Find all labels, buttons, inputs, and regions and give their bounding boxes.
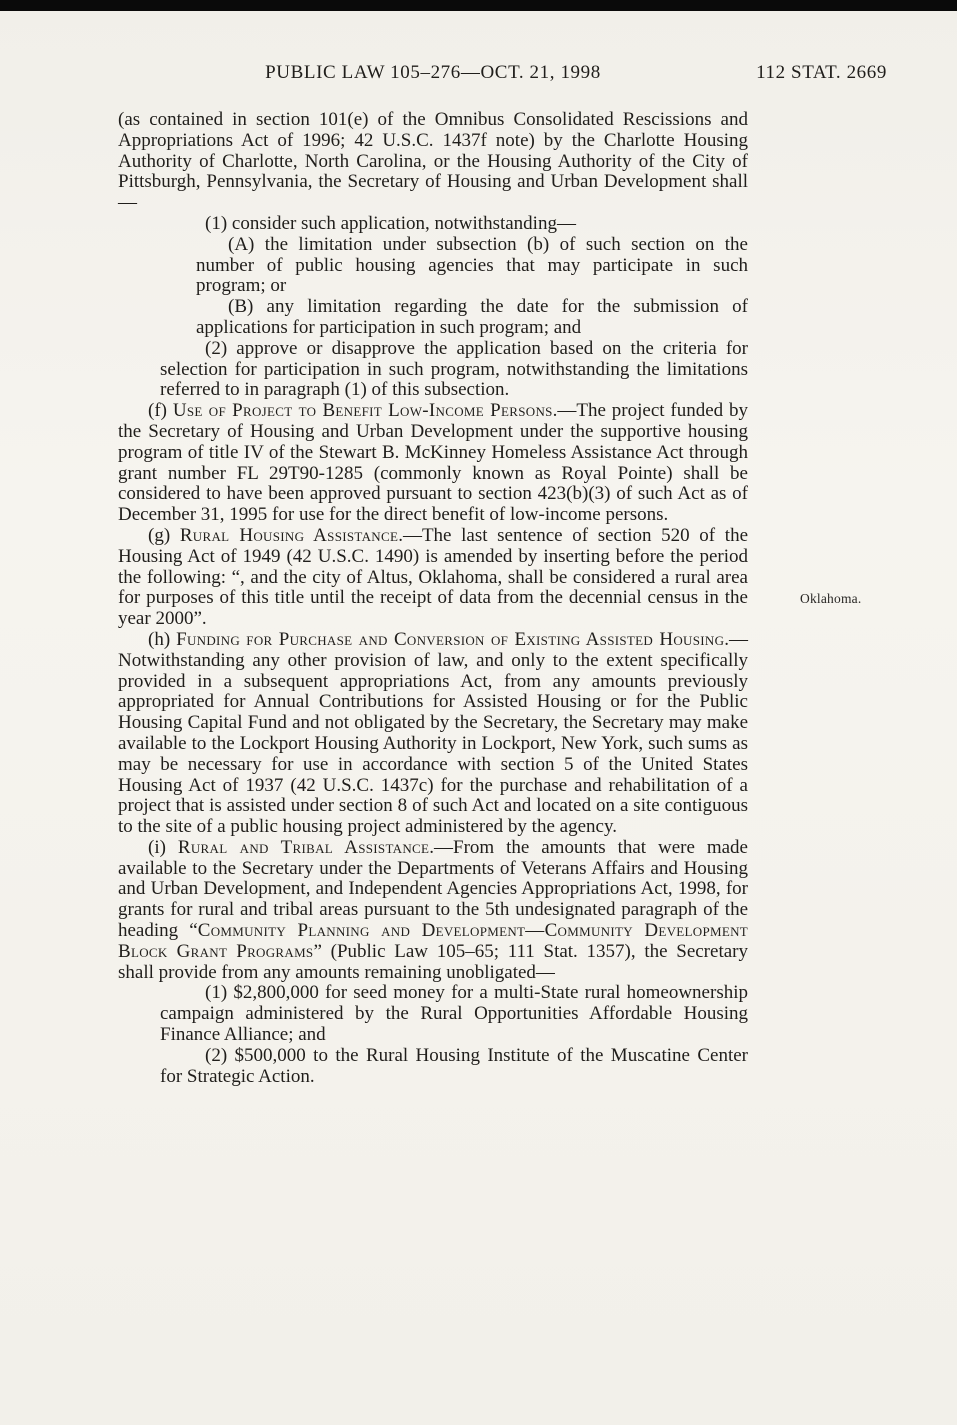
subsection-label: (h) [148, 628, 177, 650]
clause-i-1 [160, 983, 748, 1045]
subsection-f [118, 401, 748, 526]
paragraph-text: (A) the limitation under subsection (b) of such section on the number of public housing agencies that may participate in such program; or [196, 233, 748, 297]
paragraph-text: (1) consider such application, notwithstanding— [205, 212, 576, 234]
paragraph-text: (2) approve or disapprove the application based on the criteria for selection for participation in such program, notwithstanding the limitations referred to in paragraph (1) of this subsection. [160, 337, 748, 401]
subsection-h [118, 630, 748, 838]
subsection-label: (i) [148, 836, 178, 858]
subclause-B [196, 297, 748, 339]
paragraph-text: (as contained in section 101(e) of the Omnibus Consolidated Rescissions and Appropriations Act of 1996; 42 U.S.C. 1437f note) by the Charlotte Housing Authority of Charlotte, North Carolina, or the Housing Authority of the City of Pittsburgh, Pennsylvania, the Secretary of Housing and Urban Development shall— [118, 109, 748, 214]
subsection-heading: Rural Housing Assistance [179, 524, 399, 546]
paragraph-text: (B) any limitation regarding the date for the submission of applications for participation in such program; and [196, 296, 748, 338]
subsection-heading: Rural and Tribal Assistance [177, 836, 430, 858]
subsection-heading: Use of Project to Benefit Low-Income Persons [172, 400, 553, 422]
clause-1 [160, 214, 748, 235]
subsection-i [118, 838, 748, 984]
quoted-heading: Community Planning and Development—Community Development Block Grant Programs [118, 920, 748, 962]
subsection-label: (g) [148, 524, 180, 546]
paragraph-text: .—The project funded by the Secretary of Housing and Urban Development under the supportive housing program of title IV of the Stewart B. McKinney Homeless Assistance Act through grant number FL 29T90-1285 (commonly known as Royal Pointe) shall be considered to have been approved pursuant to section 423(b)(3) of such Act as of December 31, 1995 for use for the direct benefit of low-income persons. [118, 400, 748, 526]
clause-i-2 [160, 1046, 748, 1088]
subclause-A [196, 235, 748, 297]
statute-text-column [118, 110, 748, 1087]
paragraph-text: .—The last sentence of section 520 of the Housing Act of 1949 (42 U.S.C. 1490) is amended by inserting before the period the following: “, and the city of Altus, Oklahoma, shall be considered a rural area for purposes of this title until the receipt of data from the decennial census in the year 2000”. [118, 524, 749, 630]
paragraph-text: (1) $2,800,000 for seed money for a multi-State rural homeownership campaign administered by the Rural Opportunities Affordable Housing Finance Alliance; and [160, 982, 748, 1046]
subsection-g [118, 526, 748, 630]
subsection-heading: Funding for Purchase and Conversion of Existing Assisted Housing [176, 628, 725, 650]
running-head-law-title: PUBLIC LAW 105–276—OCT. 21, 1998 [265, 62, 601, 83]
clause-2 [160, 339, 748, 401]
paragraph-text: (2) $500,000 to the Rural Housing Institute of the Muscatine Center for Strategic Action. [160, 1044, 748, 1087]
running-head-stat-citation: 112 STAT. 2669 [756, 62, 887, 83]
subsection-label: (f) [148, 400, 173, 422]
paragraph-text: .—Notwithstanding any other provision of law, and only to the extent specifically provided in a subsequent appropriations Act, from any amounts previously appropriated for Annual Contributions for Assisted Housing or for the Public Housing Capital Fund and not obligated by the Secretary, the Secretary may make available to the Lockport Housing Authority in Lockport, New York, such sums as may be necessary for use in accordance with section 5 of the United States Housing Act of 1937 (42 U.S.C. 1437c) for the purchase and rehabilitation of a project that is assisted under section 8 of such Act and located on a site contiguous to the site of a public housing project administered by the agency. [118, 628, 749, 838]
scan-edge-artifact [0, 0, 957, 11]
paragraph-text: .—From the amounts that were made available to the Secretary under the Departments of Veterans Affairs and Housing and Urban Development, and Independent Agencies Appropriations Act, 1998, for grants for rural and tribal areas pursuant to the 5th undesignated paragraph of the heading “ [118, 836, 748, 942]
intro-continuation-paragraph [118, 110, 748, 214]
paragraph-text: ” (Public Law 105–65; 111 Stat. 1357), the Secretary shall provide from any amounts remaining unobligated— [118, 940, 748, 983]
margin-note: Oklahoma. [800, 591, 862, 606]
